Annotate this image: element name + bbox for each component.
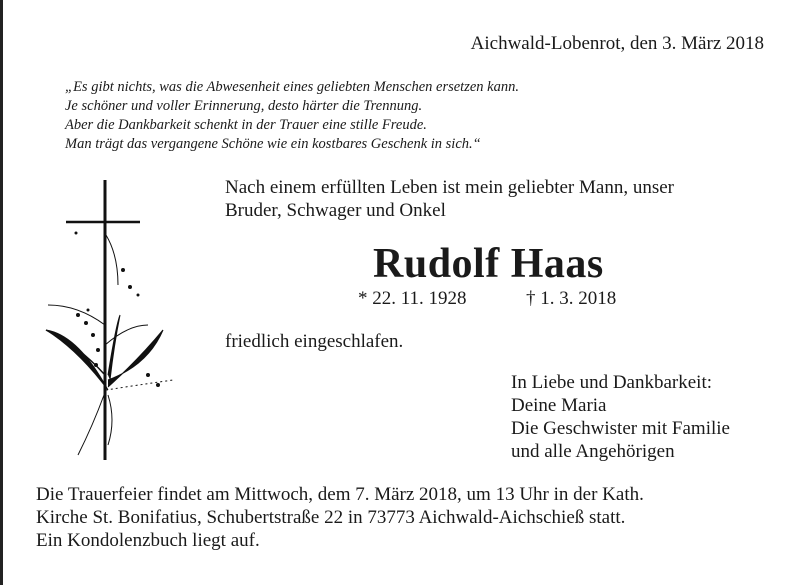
deceased-name: Rudolf Haas <box>373 241 604 287</box>
quote-line: Je schöner und voller Erinnerung, desto härter die Trennung. <box>65 98 423 114</box>
place-date: Aichwald-Lobenrot, den 3. März 2018 <box>470 33 764 54</box>
quote <box>65 78 519 154</box>
mourners <box>511 371 730 463</box>
funeral-line: Ein Kondolenzbuch liegt auf. <box>36 530 260 551</box>
intro-text <box>225 176 674 222</box>
birth-date: * 22. 11. 1928 <box>358 288 467 309</box>
quote-line: „Es gibt nichts, was die Abwesenheit eines geliebten Menschen ersetzen kann. <box>65 79 519 95</box>
quote-line: Man trägt das vergangene Schöne wie ein kostbares Geschenk in sich.“ <box>65 136 481 152</box>
quote-line: Aber die Dankbarkeit schenkt in der Trauer eine stille Freude. <box>65 117 427 133</box>
mourner-line: In Liebe und Dankbarkeit: <box>511 372 713 393</box>
mourner-line: Die Geschwister mit Familie <box>511 418 730 439</box>
intro-line: Bruder, Schwager und Onkel <box>225 200 446 221</box>
mourner-line: und alle Angehörigen <box>511 441 675 462</box>
death-date: † 1. 3. 2018 <box>526 288 617 309</box>
passing-text: friedlich eingeschlafen. <box>225 331 404 352</box>
funeral-line: Kirche St. Bonifatius, Schubertstraße 22 in 73773 Aichwald-Aichschieß statt. <box>36 507 626 528</box>
cross-with-flowers-icon <box>38 175 188 465</box>
funeral-info <box>36 483 644 552</box>
mourner-line: Deine Maria <box>511 395 607 416</box>
funeral-line: Die Trauerfeier findet am Mittwoch, dem 7. März 2018, um 13 Uhr in der Kath. <box>36 484 644 505</box>
intro-line: Nach einem erfüllten Leben ist mein geliebter Mann, unser <box>225 177 674 198</box>
